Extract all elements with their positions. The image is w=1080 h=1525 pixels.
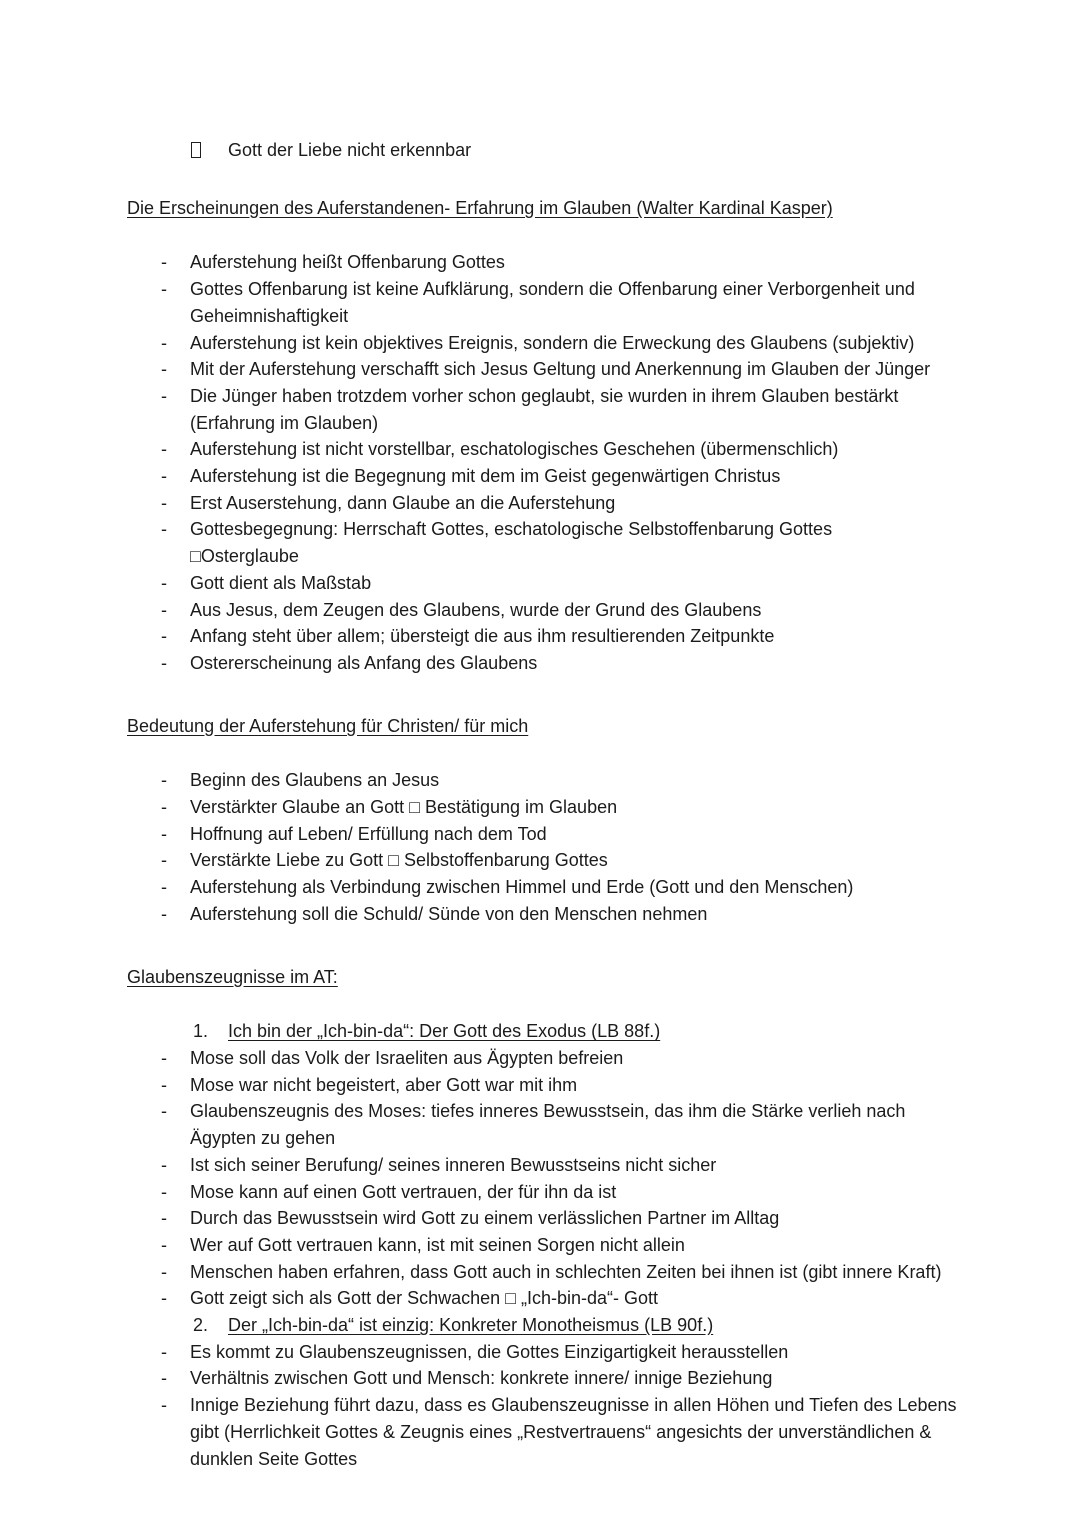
list-item-text: Ist sich seiner Berufung/ seines inneren Bewusstseins nicht sicher bbox=[190, 1154, 717, 1175]
list-item bbox=[127, 1072, 957, 1099]
dash-bullet: - bbox=[161, 1074, 167, 1095]
list-item bbox=[127, 1365, 957, 1392]
list-item-text: Verstärkte Liebe zu Gott □ Selbstoffenbarung Gottes bbox=[190, 850, 608, 871]
dash-bullet: - bbox=[161, 359, 167, 380]
list-item-text: Die Jünger haben trotzdem vorher schon geglaubt, sie wurden in ihrem Glauben bestärkt (Erfahrung im Glauben) bbox=[190, 385, 899, 433]
list-item bbox=[127, 650, 957, 677]
top-note-text: Gott der Liebe nicht erkennbar bbox=[228, 140, 472, 160]
top-note-line bbox=[127, 137, 957, 164]
dash-bullet: - bbox=[161, 877, 167, 898]
dash-bullet: - bbox=[161, 797, 167, 818]
list-item bbox=[127, 276, 957, 329]
dash-bullet: - bbox=[161, 903, 167, 924]
list-item-text: Auferstehung heißt Offenbarung Gottes bbox=[190, 252, 505, 273]
list-item-text: Mose war nicht begeistert, aber Gott war mit ihm bbox=[190, 1074, 578, 1095]
dash-bullet: - bbox=[161, 572, 167, 593]
dash-bullet: - bbox=[161, 279, 167, 300]
dash-bullet: - bbox=[161, 823, 167, 844]
dash-bullet: - bbox=[161, 1288, 167, 1309]
list-item-text: Menschen haben erfahren, dass Gott auch in schlechten Zeiten bei ihnen ist (gibt innere Kraft) bbox=[190, 1261, 942, 1282]
list-item-text: Glaubenszeugnis des Moses: tiefes inneres Bewusstsein, das ihm die Stärke verlieh nach Ägypten zu gehen bbox=[190, 1101, 906, 1149]
list-item-text: Aus Jesus, dem Zeugen des Glaubens, wurde der Grund des Glaubens bbox=[190, 599, 762, 620]
list-item-line1: Gottesbegegnung: Herrschaft Gottes, eschatologische Selbstoffenbarung Gottes bbox=[190, 519, 833, 540]
list-item bbox=[127, 330, 957, 357]
list-item bbox=[127, 1179, 957, 1206]
list-item bbox=[127, 623, 957, 650]
numbered-subheading-1 bbox=[127, 1018, 957, 1045]
list-item bbox=[127, 383, 957, 436]
section-1-list bbox=[127, 249, 957, 676]
list-item bbox=[127, 1045, 957, 1072]
section-heading-bedeutung: Bedeutung der Auferstehung für Christen/ für mich bbox=[127, 715, 529, 736]
dash-bullet: - bbox=[161, 1101, 167, 1122]
subsection-2-list bbox=[127, 1339, 957, 1473]
dash-bullet: - bbox=[161, 252, 167, 273]
list-item-text: Innige Beziehung führt dazu, dass es Glaubenszeugnisse in allen Höhen und Tiefen des Lebens gibt (Herrlichkeit Gottes & Zeugnis eines „Restvertrauens“ angesichts der unverständlichen & dunklen Seite Gottes bbox=[190, 1395, 957, 1469]
dash-bullet: - bbox=[161, 385, 167, 406]
section-2-list bbox=[127, 767, 957, 927]
dash-bullet: - bbox=[161, 1261, 167, 1282]
dash-bullet: - bbox=[161, 1047, 167, 1068]
list-item-text: Auferstehung ist kein objektives Ereignis, sondern die Erweckung des Glaubens (subjektiv) bbox=[190, 332, 915, 353]
list-item bbox=[127, 490, 957, 517]
list-item bbox=[127, 249, 957, 276]
list-item-text: Es kommt zu Glaubenszeugnissen, die Gottes Einzigartigkeit herausstellen bbox=[190, 1341, 789, 1362]
dash-bullet: - bbox=[161, 850, 167, 871]
list-item-text: Mose soll das Volk der Israeliten aus Ägypten befreien bbox=[190, 1047, 624, 1068]
list-item bbox=[127, 1232, 957, 1259]
subsection-1-list bbox=[127, 1045, 957, 1312]
dash-bullet: - bbox=[161, 1208, 167, 1229]
dash-bullet: - bbox=[161, 1368, 167, 1389]
list-item bbox=[127, 901, 957, 928]
list-item bbox=[127, 1098, 957, 1151]
list-item bbox=[127, 436, 957, 463]
list-item bbox=[127, 597, 957, 624]
list-item-text: Ostererscheinung als Anfang des Glaubens bbox=[190, 652, 538, 673]
list-item-text: Verhältnis zwischen Gott und Mensch: konkrete innere/ innige Beziehung bbox=[190, 1368, 773, 1389]
list-item-text: Anfang steht über allem; übersteigt die aus ihm resultierenden Zeitpunkte bbox=[190, 626, 775, 647]
list-item bbox=[127, 1205, 957, 1232]
missing-glyph-icon bbox=[191, 142, 201, 158]
list-item bbox=[127, 794, 957, 821]
list-item bbox=[127, 821, 957, 848]
list-item-text: Hoffnung auf Leben/ Erfüllung nach dem Tod bbox=[190, 823, 547, 844]
list-item-text: Gott dient als Maßstab bbox=[190, 572, 372, 593]
list-item bbox=[127, 1285, 957, 1312]
list-item-text: Wer auf Gott vertrauen kann, ist mit seinen Sorgen nicht allein bbox=[190, 1234, 685, 1255]
dash-bullet: - bbox=[161, 466, 167, 487]
dash-bullet: - bbox=[161, 332, 167, 353]
dash-bullet: - bbox=[161, 599, 167, 620]
list-item-text: Verstärkter Glaube an Gott □ Bestätigung im Glauben bbox=[190, 797, 618, 818]
dash-bullet: - bbox=[161, 1181, 167, 1202]
section-heading-erscheinungen: Die Erscheinungen des Auferstandenen- Erfahrung im Glauben (Walter Kardinal Kasper) bbox=[127, 197, 833, 218]
list-item-text: Mit der Auferstehung verschafft sich Jesus Geltung und Anerkennung im Glauben der Jünger bbox=[190, 359, 931, 380]
numbered-subheading-2 bbox=[127, 1312, 957, 1339]
note-marker bbox=[127, 137, 228, 164]
dash-bullet: - bbox=[161, 770, 167, 791]
list-item bbox=[127, 1152, 957, 1179]
list-item bbox=[127, 1392, 957, 1472]
dash-bullet: - bbox=[161, 626, 167, 647]
subheading-title: Der „Ich-bin-da“ ist einzig: Konkreter Monotheismus (LB 90f.) bbox=[228, 1315, 714, 1336]
list-item-text: Auferstehung ist die Begegnung mit dem im Geist gegenwärtigen Christus bbox=[190, 466, 781, 487]
list-item-text bbox=[190, 516, 957, 569]
dash-bullet: - bbox=[161, 1234, 167, 1255]
list-item bbox=[127, 1259, 957, 1286]
list-item-text: Auferstehung soll die Schuld/ Sünde von den Menschen nehmen bbox=[190, 903, 708, 924]
dash-bullet: - bbox=[161, 492, 167, 513]
number-label: 1. bbox=[193, 1021, 209, 1042]
dash-bullet: - bbox=[161, 1341, 167, 1362]
list-item-text: Durch das Bewusstsein wird Gott zu einem verlässlichen Partner im Alltag bbox=[190, 1208, 780, 1229]
number-label: 2. bbox=[193, 1315, 209, 1336]
list-item bbox=[127, 1339, 957, 1366]
list-item bbox=[127, 463, 957, 490]
list-item-text: Erst Auserstehung, dann Glaube an die Auferstehung bbox=[190, 492, 616, 513]
list-item-text: Beginn des Glaubens an Jesus bbox=[190, 770, 440, 791]
dash-bullet: - bbox=[161, 652, 167, 673]
list-item bbox=[127, 767, 957, 794]
list-item bbox=[127, 356, 957, 383]
list-item bbox=[127, 516, 957, 569]
list-item-text: Auferstehung ist nicht vorstellbar, eschatologisches Geschehen (übermenschlich) bbox=[190, 439, 839, 460]
subheading-title: Ich bin der „Ich-bin-da“: Der Gott des Exodus (LB 88f.) bbox=[228, 1021, 661, 1042]
dash-bullet: - bbox=[161, 519, 167, 540]
list-item-text: Gottes Offenbarung ist keine Aufklärung, sondern die Offenbarung einer Verborgenheit und Geheimnishaftigkeit bbox=[190, 279, 915, 326]
list-item-text: Auferstehung als Verbindung zwischen Himmel und Erde (Gott und den Menschen) bbox=[190, 877, 854, 898]
dash-bullet: - bbox=[161, 1395, 167, 1416]
list-item-text: Gott zeigt sich als Gott der Schwachen □ „Ich-bin-da“- Gott bbox=[190, 1288, 659, 1309]
section-heading-glaubenszeugnisse: Glaubenszeugnisse im AT: bbox=[127, 966, 338, 987]
list-item-line2-with-missing-glyph: □Osterglaube bbox=[190, 546, 299, 567]
list-item-text: Mose kann auf einen Gott vertrauen, der für ihn da ist bbox=[190, 1181, 617, 1202]
list-item bbox=[127, 847, 957, 874]
dash-bullet: - bbox=[161, 439, 167, 460]
list-item bbox=[127, 570, 957, 597]
dash-bullet: - bbox=[161, 1154, 167, 1175]
list-item bbox=[127, 874, 957, 901]
